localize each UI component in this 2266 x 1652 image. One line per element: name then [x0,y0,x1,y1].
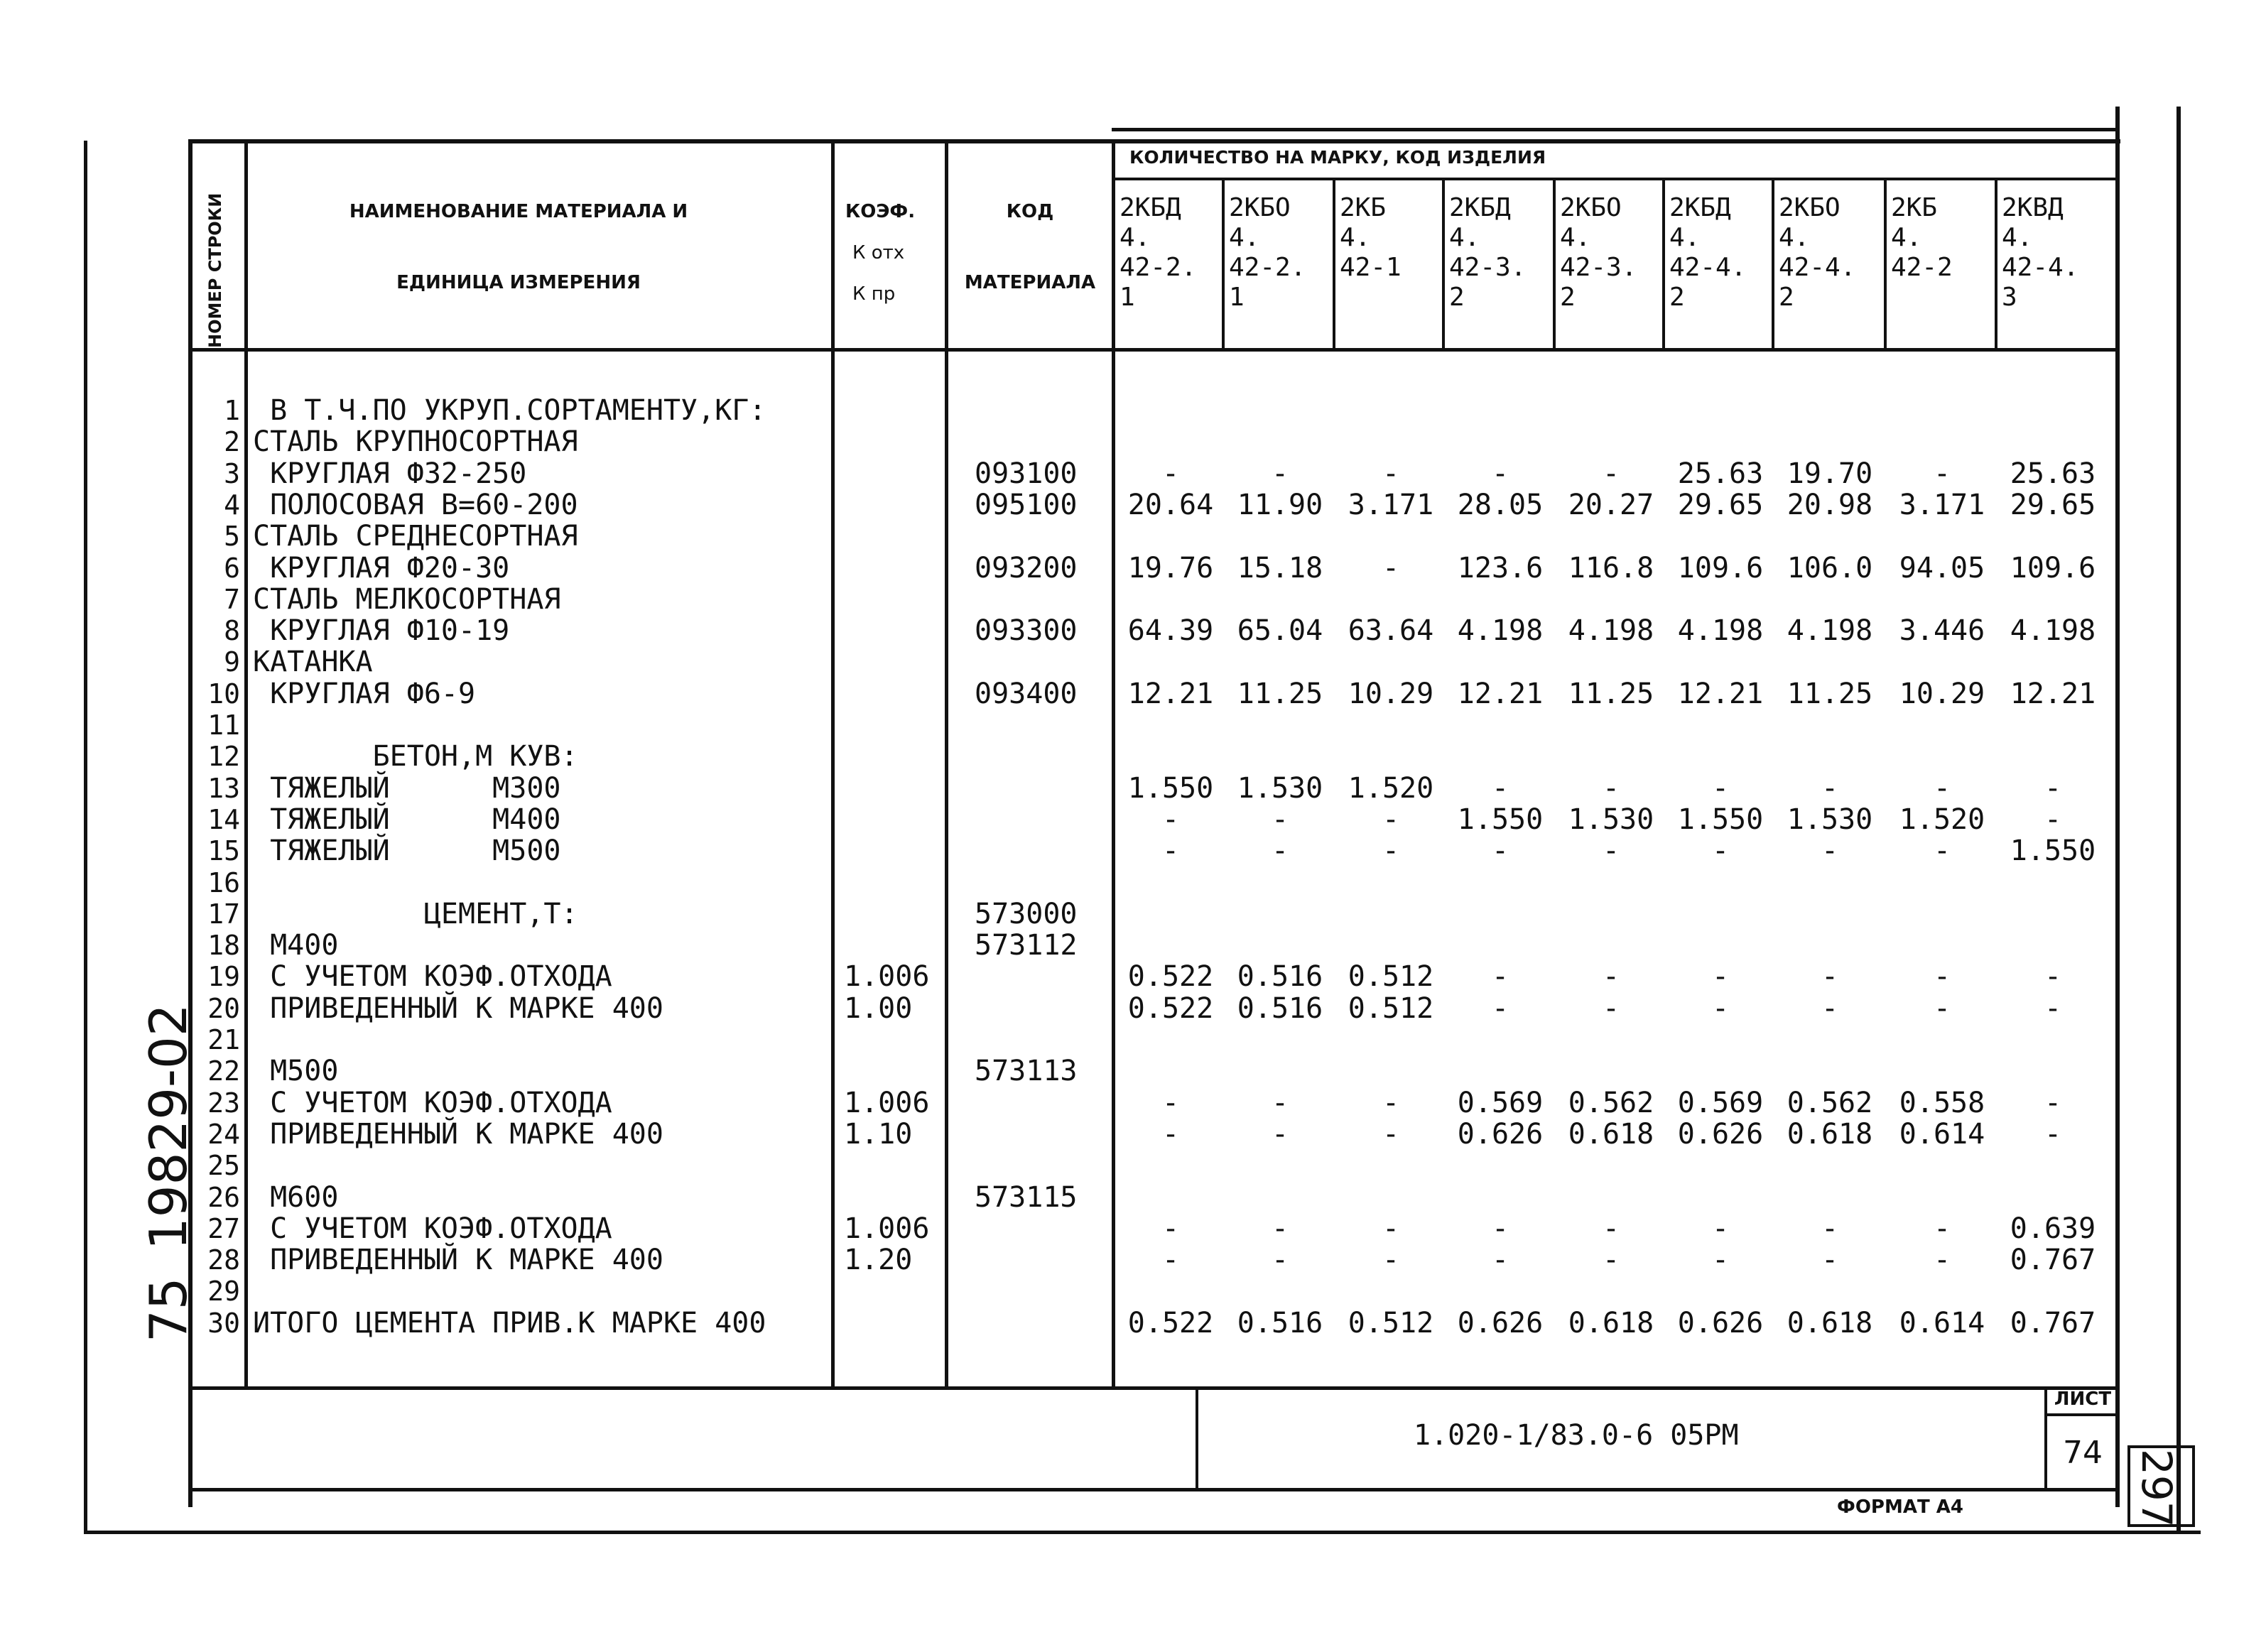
quantity-cell: 12.21 [1127,677,1214,710]
material-name: С УЧЕТОМ КОЭФ.ОТХОДА [253,960,612,994]
quantity-cell: 0.562 [1787,1086,1873,1119]
quantity-cell: 0.516 [1237,960,1323,994]
quantity-cell: 94.05 [1899,551,1985,585]
col-sep-coef [945,139,948,1389]
quantity-cell: 0.516 [1237,1306,1323,1339]
format-label: ФОРМАТ А4 [1837,1496,1963,1518]
row-number: 1 [224,395,240,426]
quantity-cell: - [1382,1086,1400,1119]
row-number: 25 [207,1150,240,1182]
row-number: 15 [207,835,240,867]
left-margin-code: 19829-02 [139,1004,198,1250]
material-name: ИТОГО ЦЕМЕНТА ПРИВ.К МАРКЕ 400 [253,1306,766,1339]
quantity-cell: - [1271,1212,1289,1245]
quantity-cell: - [1933,1212,1951,1245]
quantity-cell: 20.27 [1568,488,1654,521]
quantity-cell: 4.198 [1677,614,1764,648]
row-number: 8 [224,615,240,647]
quantity-cell: 4.198 [1787,614,1873,648]
quantity-cell: - [1933,991,1951,1025]
qty-col-separator [1662,178,1665,352]
column-header-7-line-4: 2 [1779,283,1794,312]
quantity-cell: 63.64 [1348,614,1434,648]
column-header-2-line-1: 2КБО [1229,193,1291,222]
quantity-cell: - [1711,771,1730,805]
outer-bottom-border [84,1531,2201,1534]
quantity-cell: 0.558 [1899,1086,1985,1119]
column-header-1-line-4: 1 [1120,283,1135,312]
quantity-cell: - [1271,803,1289,836]
quantity-cell: - [1602,457,1620,490]
quantity-cell: 19.76 [1127,551,1214,585]
material-name: В Т.Ч.ПО УКРУП.СОРТАМЕНТУ,КГ: [253,394,766,427]
row-number: 30 [207,1307,240,1339]
qty-label-line [1112,178,2120,180]
quantity-cell: - [1491,457,1509,490]
material-name: СТАЛЬ СРЕДНЕСОРТНАЯ [253,520,578,553]
material-name: КАТАНКА [253,646,373,679]
material-name: М500 [253,1055,339,1088]
quantity-cell: 3.171 [1899,488,1985,521]
quantity-cell: - [1491,1244,1509,1277]
quantity-cell: - [1271,1086,1289,1119]
quantity-cell: 0.512 [1348,960,1434,994]
quantity-cell: - [1382,457,1400,490]
column-header-1-line-2: 4. [1120,223,1151,252]
column-header-2-line-4: 1 [1229,283,1245,312]
row-number: 27 [207,1212,240,1244]
quantity-cell: 0.767 [2010,1244,2096,1277]
material-name: ТЯЖЕЛЫЙ М300 [253,771,561,805]
quantity-cell: 4.198 [1568,614,1654,648]
quantity-cell: 25.63 [2010,457,2096,490]
quantity-cell: - [1602,991,1620,1025]
material-name: С УЧЕТОМ КОЭФ.ОТХОДА [253,1212,612,1245]
column-header-1-line-3: 42-2. [1120,253,1197,282]
qty-col-separator [1772,178,1774,352]
name-header-line1: НАИМЕНОВАНИЕ МАТЕРИАЛА И [349,201,688,222]
quantity-cell: - [1161,1212,1180,1245]
coef-header-line3: К пр [852,283,896,305]
side-number: 297 [2132,1449,2181,1528]
row-number: 16 [207,866,240,898]
quantity-cell: 3.171 [1348,488,1434,521]
material-name: КРУГЛАЯ Ф32-250 [253,457,527,490]
quantity-cell: - [1602,835,1620,868]
qty-col-separator [1442,178,1445,352]
quantity-cell: 0.626 [1677,1117,1764,1151]
material-name: СТАЛЬ КРУПНОСОРТНАЯ [253,425,578,459]
quantity-cell: 29.65 [2010,488,2096,521]
quantity-cell: 106.0 [1787,551,1873,585]
column-header-9-line-3: 42-4. [2002,253,2079,282]
column-header-1-line-1: 2КБД [1120,193,1181,222]
column-header-9-line-4: 3 [2002,283,2017,312]
quantity-cell: - [1933,835,1951,868]
quantity-cell: 0.626 [1457,1306,1544,1339]
quantity-cell: - [2044,771,2062,805]
column-header-9-line-2: 4. [2002,223,2033,252]
row-number: 2 [224,426,240,458]
quantity-cell: - [2044,1117,2062,1151]
row-number: 20 [207,992,240,1024]
row-number: 19 [207,961,240,993]
qty-col-separator [1333,178,1335,352]
quantity-cell: 0.614 [1899,1306,1985,1339]
column-header-3-line-2: 4. [1340,223,1371,252]
row-number: 18 [207,930,240,962]
row-number: 26 [207,1181,240,1213]
quantity-cell: 0.512 [1348,991,1434,1025]
column-header-5-line-3: 42-3. [1560,253,1637,282]
column-header-5-line-4: 2 [1560,283,1576,312]
material-name: КРУГЛАЯ Ф6-9 [253,677,476,710]
quantity-cell: - [1382,1117,1400,1151]
quantity-cell: - [1271,457,1289,490]
material-code: 573115 [975,1180,1078,1214]
material-name: КРУГЛАЯ Ф20-30 [253,551,510,585]
material-code: 573113 [975,1055,1078,1088]
column-header-5-line-2: 4. [1560,223,1591,252]
quantity-cell: 64.39 [1127,614,1214,648]
row-number: 4 [224,489,240,521]
quantity-cell: 0.522 [1127,991,1214,1025]
coefficient: 1.006 [844,1212,930,1245]
quantity-cell: 0.614 [1899,1117,1985,1151]
qty-header: КОЛИЧЕСТВО НА МАРКУ, КОД ИЗДЕЛИЯ [1129,147,1546,168]
material-name: КРУГЛАЯ Ф10-19 [253,614,510,648]
column-header-4-line-2: 4. [1449,223,1480,252]
coef-header-line1: КОЭФ. [845,201,916,222]
material-name: ПРИВЕДЕННЫЙ К МАРКЕ 400 [253,991,663,1025]
quantity-cell: - [1821,991,1839,1025]
quantity-cell: - [1382,803,1400,836]
quantity-cell: - [1271,1244,1289,1277]
row-number: 14 [207,803,240,835]
quantity-cell: - [1821,1244,1839,1277]
coef-header-line2: К отх [852,242,905,263]
quantity-cell: 0.522 [1127,960,1214,994]
quantity-cell: 0.618 [1787,1117,1873,1151]
qty-col-separator [1222,178,1225,352]
column-header-5-line-1: 2КБО [1560,193,1622,222]
code-header-line1: КОД [1006,201,1054,222]
header-bottom-line [188,348,2120,352]
quantity-cell: - [1821,1212,1839,1245]
table-right-border [2115,107,2120,1507]
row-number: 17 [207,898,240,930]
quantity-cell: - [1933,960,1951,994]
quantity-cell: 1.520 [1899,803,1985,836]
column-header-8-line-1: 2КБ [1891,193,1938,222]
quantity-cell: 0.522 [1127,1306,1214,1339]
quantity-cell: 0.618 [1787,1306,1873,1339]
quantity-cell: 0.626 [1677,1306,1764,1339]
quantity-cell: - [1491,1212,1509,1245]
column-header-7-line-1: 2КБО [1779,193,1841,222]
quantity-cell: - [1382,835,1400,868]
quantity-cell: 20.64 [1127,488,1214,521]
row-number: 3 [224,457,240,489]
quantity-cell: - [1161,835,1180,868]
quantity-cell: - [1161,1244,1180,1277]
material-name: С УЧЕТОМ КОЭФ.ОТХОДА [253,1086,612,1119]
column-header-3-line-1: 2КБ [1340,193,1387,222]
material-name: ЦЕМЕНТ,Т: [253,897,578,930]
row-number: 24 [207,1118,240,1150]
quantity-cell: 0.516 [1237,991,1323,1025]
quantity-cell: 11.25 [1568,677,1654,710]
sheet-number: 74 [2063,1435,2103,1471]
column-header-6-line-2: 4. [1669,223,1701,252]
quantity-cell: - [2044,960,2062,994]
quantity-cell: 11.90 [1237,488,1323,521]
material-name: ТЯЖЕЛЫЙ М500 [253,835,561,868]
material-code: 095100 [975,488,1078,521]
qty-col-separator [1884,178,1887,352]
quantity-cell: - [1161,803,1180,836]
quantity-cell: 0.767 [2010,1306,2096,1339]
col-sep-rownum [244,139,248,1389]
quantity-cell: 1.550 [1127,771,1214,805]
row-number: 21 [207,1024,240,1055]
row-number: 28 [207,1244,240,1276]
quantity-cell: - [1271,1117,1289,1151]
col-sep-code [1112,139,1115,1389]
quantity-cell: 12.21 [1677,677,1764,710]
quantity-cell: 11.25 [1787,677,1873,710]
quantity-cell: 0.618 [1568,1306,1654,1339]
coefficient: 1.00 [844,991,913,1025]
row-number: 13 [207,772,240,804]
quantity-cell: - [1933,771,1951,805]
quantity-cell: - [1821,835,1839,868]
sheet-box-divider [2044,1413,2120,1416]
row-number: 23 [207,1087,240,1119]
quantity-cell: - [1491,991,1509,1025]
quantity-cell: 4.198 [1457,614,1544,648]
coefficient: 1.10 [844,1117,913,1151]
column-header-9-line-1: 2КВД [2002,193,2064,222]
quantity-cell: 0.562 [1568,1086,1654,1119]
quantity-cell: 15.18 [1237,551,1323,585]
quantity-cell: 0.512 [1348,1306,1434,1339]
quantity-cell: 11.25 [1237,677,1323,710]
quantity-cell: 65.04 [1237,614,1323,648]
qty-col-separator [1995,178,1997,352]
quantity-cell: 0.626 [1457,1117,1544,1151]
quantity-cell: - [1711,1244,1730,1277]
material-name: БЕТОН,М КУВ: [253,740,578,773]
column-header-3-line-3: 42-1 [1340,253,1402,282]
quantity-cell: - [1161,1086,1180,1119]
qty-top-border [1112,128,2120,131]
row-number: 10 [207,678,240,710]
coefficient: 1.20 [844,1244,913,1277]
col-sep-name [831,139,835,1389]
material-name: М400 [253,929,339,962]
quantity-cell: - [2044,1086,2062,1119]
quantity-cell: - [1602,771,1620,805]
quantity-cell: - [2044,803,2062,836]
quantity-cell: 0.569 [1457,1086,1544,1119]
name-header-line2: ЕДИНИЦА ИЗМЕРЕНИЯ [396,272,641,293]
column-header-7-line-3: 42-4. [1779,253,1856,282]
quantity-cell: 12.21 [2010,677,2096,710]
quantity-cell: - [1491,835,1509,868]
stamp-divider-vertical [1196,1386,1198,1491]
quantity-cell: 0.569 [1677,1086,1764,1119]
quantity-cell: - [1491,960,1509,994]
material-code: 093400 [975,677,1078,710]
column-header-4-line-4: 2 [1449,283,1465,312]
sheet-label: ЛИСТ [2054,1389,2112,1410]
row-number-header: НОМЕР СТРОКИ [205,192,225,348]
doc-code: 1.020-1/83.0-6 05РМ [1414,1419,1739,1452]
row-number: 6 [224,552,240,584]
quantity-cell: 1.550 [1677,803,1764,836]
quantity-cell: - [1821,771,1839,805]
material-name: ПРИВЕДЕННЫЙ К МАРКЕ 400 [253,1117,663,1151]
quantity-cell: 0.639 [2010,1212,2096,1245]
quantity-cell: 4.198 [2010,614,2096,648]
quantity-cell: 109.6 [1677,551,1764,585]
column-header-2-line-2: 4. [1229,223,1260,252]
quantity-cell: - [1382,1244,1400,1277]
quantity-cell: 28.05 [1457,488,1544,521]
column-header-7-line-2: 4. [1779,223,1810,252]
quantity-cell: 19.70 [1787,457,1873,490]
column-header-6-line-3: 42-4. [1669,253,1747,282]
quantity-cell: - [1602,1244,1620,1277]
quantity-cell: - [1933,1244,1951,1277]
quantity-cell: - [1161,1117,1180,1151]
qty-col-separator [1553,178,1556,352]
quantity-cell: - [1711,835,1730,868]
quantity-cell: 20.98 [1787,488,1873,521]
quantity-cell: - [1161,457,1180,490]
quantity-cell: 116.8 [1568,551,1654,585]
material-name: М600 [253,1180,339,1214]
material-code: 573000 [975,897,1078,930]
quantity-cell: - [1271,835,1289,868]
quantity-cell: 0.618 [1568,1117,1654,1151]
material-code: 093300 [975,614,1078,648]
quantity-cell: 29.65 [1677,488,1764,521]
material-name: ПРИВЕДЕННЫЙ К МАРКЕ 400 [253,1244,663,1277]
row-number: 11 [207,710,240,741]
stamp-bottom-line [188,1488,2120,1491]
material-code: 093100 [975,457,1078,490]
outer-left-border [84,141,87,1533]
quantity-cell: - [1711,991,1730,1025]
material-code: 573112 [975,929,1078,962]
quantity-cell: - [1602,1212,1620,1245]
material-name: ТЯЖЕЛЫЙ М400 [253,803,561,836]
column-header-8-line-3: 42-2 [1891,253,1953,282]
row-number: 7 [224,583,240,615]
column-header-2-line-3: 42-2. [1229,253,1306,282]
column-header-6-line-4: 2 [1669,283,1685,312]
material-name: СТАЛЬ МЕЛКОСОРТНАЯ [253,582,561,616]
row-number: 12 [207,741,240,773]
quantity-cell: 12.21 [1457,677,1544,710]
quantity-cell: 1.550 [2010,835,2096,868]
quantity-cell: - [1821,960,1839,994]
row-number: 5 [224,521,240,553]
quantity-cell: 25.63 [1677,457,1764,490]
material-name: ПОЛОСОВАЯ В=60-200 [253,488,578,521]
quantity-cell: 123.6 [1457,551,1544,585]
column-header-6-line-1: 2КБД [1669,193,1731,222]
quantity-cell: 10.29 [1899,677,1985,710]
coefficient: 1.006 [844,1086,930,1119]
quantity-cell: - [1933,457,1951,490]
outer-right-border [2176,107,2181,1534]
material-code: 093200 [975,551,1078,585]
quantity-cell: - [2044,991,2062,1025]
quantity-cell: 1.520 [1348,771,1434,805]
row-number: 22 [207,1055,240,1087]
column-header-4-line-3: 42-3. [1449,253,1527,282]
row-number: 9 [224,646,240,678]
quantity-cell: - [1382,1212,1400,1245]
quantity-cell: 3.446 [1899,614,1985,648]
quantity-cell: 109.6 [2010,551,2096,585]
quantity-cell: 1.530 [1787,803,1873,836]
quantity-cell: 10.29 [1348,677,1434,710]
column-header-4-line-1: 2КБД [1449,193,1511,222]
quantity-cell: - [1602,960,1620,994]
column-header-8-line-2: 4. [1891,223,1922,252]
body-bottom-line [188,1386,2120,1390]
code-header-line2: МАТЕРИАЛА [964,272,1096,293]
table-top-border [188,139,2120,143]
quantity-cell: - [1382,551,1400,585]
row-number: 29 [207,1276,240,1308]
quantity-cell: 1.550 [1457,803,1544,836]
quantity-cell: - [1711,960,1730,994]
coefficient: 1.006 [844,960,930,994]
quantity-cell: - [1711,1212,1730,1245]
left-margin-num: 75 [139,1277,198,1342]
quantity-cell: 1.530 [1568,803,1654,836]
quantity-cell: 1.530 [1237,771,1323,805]
quantity-cell: - [1491,771,1509,805]
